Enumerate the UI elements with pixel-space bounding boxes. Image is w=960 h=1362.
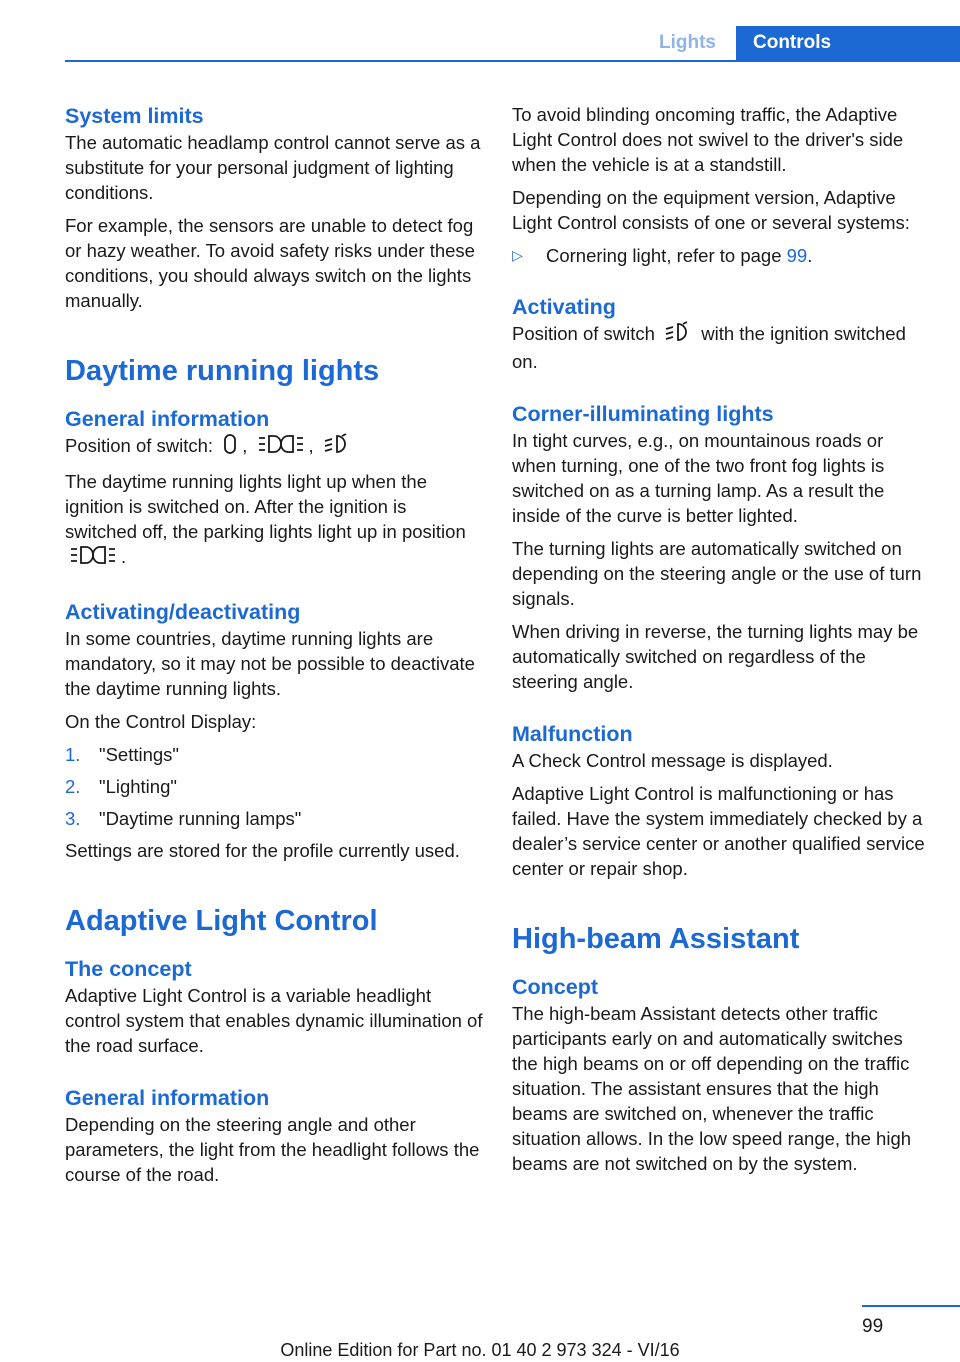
the-concept-heading: The concept — [65, 957, 192, 982]
activating-text-2: On the Control Display: — [65, 711, 257, 733]
malfunction-heading: Malfunction — [512, 722, 633, 747]
auto-light-icon — [222, 433, 238, 461]
parking-lights-icon — [69, 544, 117, 572]
tab-controls[interactable]: Controls — [736, 26, 960, 62]
footer-rule — [862, 1305, 960, 1307]
list-item: ▷ Cornering light, refer to page 99. — [512, 245, 813, 266]
bullet-triangle-icon: ▷ — [512, 247, 523, 263]
corner-text-1: In tight curves, e.g., on mountainous roads or when turning, one of the two front fog lights is switched on as a turning lamp. As a result the inside of the curve is better lighted. — [512, 430, 885, 527]
alc-text-1: To avoid blinding oncoming traffic, the Adaptive Light Control does not swivel to the driver's side when the vehicle is at a standstill. — [512, 104, 904, 175]
list-item: 1. "Settings" — [65, 744, 179, 766]
system-limits-text-2: For example, the sensors are unable to detect fog or hazy weather. To avoid safety risks under these conditions, you should always switch on the lights manually. — [65, 215, 475, 311]
general-information-text-2: Depending on the steering angle and other parameters, the light from the headlight follows the course of the road. — [65, 1114, 480, 1186]
corner-text-2: The turning lights are automatically switched on depending on the steering angle or the use of turn signals. — [512, 538, 922, 610]
concept-heading: Concept — [512, 975, 598, 1000]
page-number: 99 — [862, 1316, 884, 1337]
activating-heading: Activating — [512, 295, 616, 319]
edition-footer: Online Edition for Part no. 01 40 2 973 324 - VI/16 — [280, 1340, 680, 1360]
system-limits-text-1: The automatic headlamp control cannot serve as a substitute for your personal judgment of lighting conditions. — [65, 132, 481, 203]
corner-illuminating-heading: Corner-illuminating lights — [512, 402, 774, 427]
high-beam-assistant-heading: High-beam Assistant — [512, 923, 800, 956]
activating-text: Position of switch with the ignition switched on. — [512, 323, 906, 373]
system-limits-heading: System limits — [65, 104, 204, 128]
settings-steps-list — [65, 742, 483, 831]
tab-lights[interactable]: Lights — [659, 32, 716, 53]
alc-text-2: Depending on the equipment version, Adaptive Light Control consists of one or several systems: — [512, 187, 910, 233]
page-reference-link[interactable]: 99 — [786, 245, 808, 266]
left-column — [65, 102, 483, 1195]
adaptive-light-control-heading: Adaptive Light Control — [65, 905, 378, 938]
systems-list — [512, 243, 932, 268]
activating-text-3: Settings are stored for the profile currently used. — [65, 840, 460, 862]
low-beam-icon — [323, 433, 351, 461]
high-beam-text: The high-beam Assistant detects other traffic participants early on and automatically switches the high beams on or off depending on the traffic situation. The assistant ensures that the high beams are switched on, whenever the traffic situation allows. In the low speed range, the high beams are not switched on by the system. — [512, 1003, 912, 1175]
parking-lights-icon — [257, 433, 305, 461]
activating-text-1: In some countries, daytime running lights are mandatory, so it may not be possible to deactivate the daytime running lights. — [65, 628, 475, 700]
activating-deactivating-heading: Activating/deactivating — [65, 600, 301, 625]
list-item: 2. "Lighting" — [65, 776, 177, 798]
low-beam-icon — [664, 321, 692, 349]
general-information-heading: General information — [65, 407, 270, 431]
right-column — [512, 102, 932, 1184]
malfunction-text-1: A Check Control message is displayed. — [512, 750, 833, 772]
list-item: 3. "Daytime running lamps" — [65, 808, 302, 830]
daytime-lights-description: The daytime running lights light up when the ignition is switched on. After the ignition is switched off, the parking lights light up in position . — [65, 469, 483, 572]
corner-text-3: When driving in reverse, the turning lights may be automatically switched on regardless of the steering angle. — [512, 621, 919, 693]
concept-text: Adaptive Light Control is a variable headlight control system that enables dynamic illumination of the road surface. — [65, 985, 483, 1057]
switch-position-line: Position of switch: , , — [65, 433, 483, 461]
daytime-running-lights-heading: Daytime running lights — [65, 355, 380, 387]
general-information-heading-2: General information — [65, 1086, 270, 1111]
malfunction-text-2: Adaptive Light Control is malfunctioning or has failed. Have the system immediately checked by a dealer’s service center or another qualified service center or repair shop. — [512, 783, 925, 880]
